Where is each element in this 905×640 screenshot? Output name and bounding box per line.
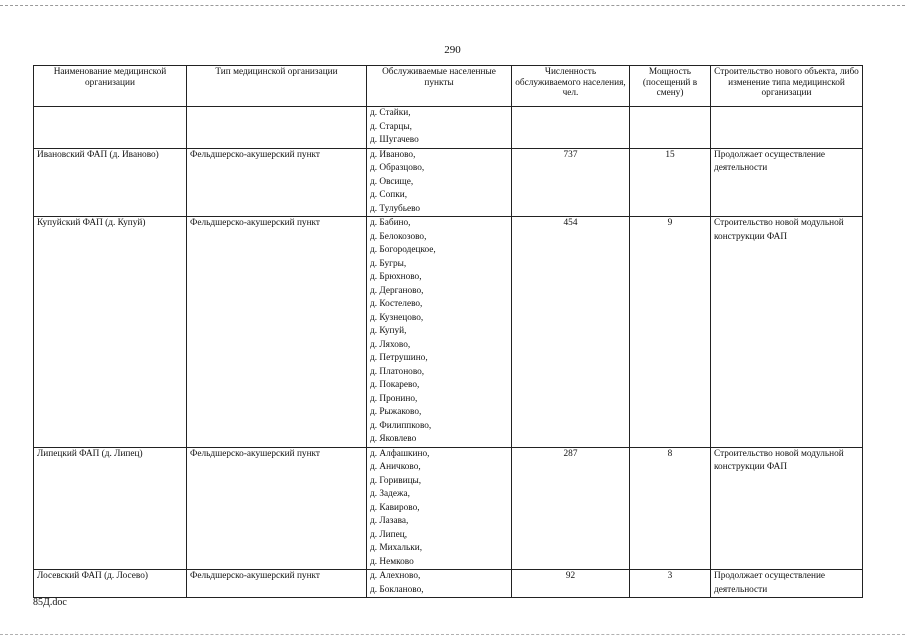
locality-item: д. Аничково,	[370, 462, 421, 472]
localities-cell	[367, 148, 512, 217]
locality-item: д. Платоново,	[370, 366, 425, 377]
scan-top-edge-line	[0, 5, 905, 6]
construction-cell: Строительство новой модульной конструкции ФАП	[711, 217, 863, 448]
locality-item: д. Шугачево	[370, 135, 419, 145]
population-cell	[512, 107, 630, 149]
locality-item: д. Михальки,	[370, 543, 423, 553]
locality-item: д. Ляхово,	[370, 339, 411, 350]
locality-item: д. Яковлево	[370, 434, 417, 444]
capacity-cell: 15	[630, 148, 711, 217]
locality-item: д. Рыжаково,	[370, 407, 422, 417]
localities-cell	[367, 447, 512, 570]
medical-organizations-table	[33, 65, 863, 598]
localities-cell	[367, 107, 512, 149]
capacity-cell: 9	[630, 217, 711, 448]
table-row	[34, 217, 863, 448]
org-type-cell: Фельдшерско-акушерский пункт	[187, 148, 367, 217]
locality-item: д. Петрушино,	[370, 353, 428, 363]
locality-item: д. Белокозово,	[370, 231, 427, 242]
page-number: 290	[444, 44, 461, 56]
localities-cell	[367, 217, 512, 448]
scan-bottom-edge-line	[0, 634, 905, 635]
locality-item: д. Пронино,	[370, 393, 418, 404]
locality-item: д. Тулубьево	[370, 203, 421, 214]
org-type-cell	[187, 107, 367, 149]
localities-cell	[367, 570, 512, 598]
table-row	[34, 570, 863, 598]
org-name-cell: Липецкий ФАП (д. Липец)	[34, 447, 187, 570]
capacity-cell: 3	[630, 570, 711, 598]
population-cell: 454	[512, 217, 630, 448]
locality-item: д. Брюхново,	[370, 272, 422, 282]
construction-cell: Продолжает осуществление деятельности	[711, 570, 863, 598]
locality-item: д. Покарево,	[370, 380, 420, 390]
construction-cell: Строительство новой модульной конструкции ФАП	[711, 447, 863, 570]
population-cell: 287	[512, 447, 630, 570]
locality-item: д. Горивицы,	[370, 475, 422, 486]
org-type-cell: Фельдшерско-акушерский пункт	[187, 570, 367, 598]
locality-item: д. Костелево,	[370, 299, 423, 309]
locality-item: д. Липец,	[370, 529, 408, 540]
locality-item: д. Алехново,	[370, 571, 421, 581]
locality-item: д. Купуй,	[370, 326, 407, 336]
locality-item: д. Лазава,	[370, 516, 409, 526]
header-localities: Обслуживаемые населенные пункты	[367, 66, 512, 107]
org-name-cell: Купуйский ФАП (д. Купуй)	[34, 217, 187, 448]
locality-item: д. Стайки,	[370, 108, 411, 118]
locality-item: д. Задежа,	[370, 489, 410, 499]
construction-cell: Продолжает осуществление деятельности	[711, 148, 863, 217]
header-org-name: Наименование медицинской организации	[34, 66, 187, 107]
locality-item: д. Филиппково,	[370, 420, 432, 431]
org-type-cell: Фельдшерско-акушерский пункт	[187, 217, 367, 448]
org-name-cell: Ивановский ФАП (д. Иваново)	[34, 148, 187, 217]
locality-item: д. Богородецкое,	[370, 245, 436, 255]
population-cell: 92	[512, 570, 630, 598]
locality-item: д. Сопки,	[370, 190, 408, 200]
locality-item: д. Дерганово,	[370, 285, 424, 296]
header-capacity: Мощность (посещений в смену)	[630, 66, 711, 107]
locality-item: д. Овсище,	[370, 176, 414, 187]
header-construction: Строительство нового объекта, либо изменение типа медицинской организации	[711, 66, 863, 107]
org-name-cell	[34, 107, 187, 149]
locality-item: д. Бугры,	[370, 258, 407, 269]
header-population: Численность обслуживаемого населения, чел.	[512, 66, 630, 107]
org-type-cell: Фельдшерско-акушерский пункт	[187, 447, 367, 570]
locality-item: д. Кузнецово,	[370, 312, 424, 323]
locality-item: д. Старцы,	[370, 121, 412, 132]
capacity-cell: 8	[630, 447, 711, 570]
table-row	[34, 107, 863, 149]
capacity-cell	[630, 107, 711, 149]
locality-item: д. Бокланово,	[370, 584, 424, 595]
header-org-type: Тип медицинской организации	[187, 66, 367, 107]
table-row	[34, 447, 863, 570]
construction-cell	[711, 107, 863, 149]
org-name-cell: Лосевский ФАП (д. Лосево)	[34, 570, 187, 598]
locality-item: д. Иваново,	[370, 149, 416, 160]
document-filename: 85Д.doc	[33, 597, 67, 608]
locality-item: д. Бабино,	[370, 218, 411, 228]
locality-item: д. Алфашкино,	[370, 448, 430, 459]
table-row	[34, 148, 863, 217]
population-cell: 737	[512, 148, 630, 217]
table-header-row	[34, 66, 863, 107]
locality-item: д. Кавирово,	[370, 502, 420, 513]
locality-item: д. Немково	[370, 556, 414, 567]
locality-item: д. Образцово,	[370, 163, 425, 173]
